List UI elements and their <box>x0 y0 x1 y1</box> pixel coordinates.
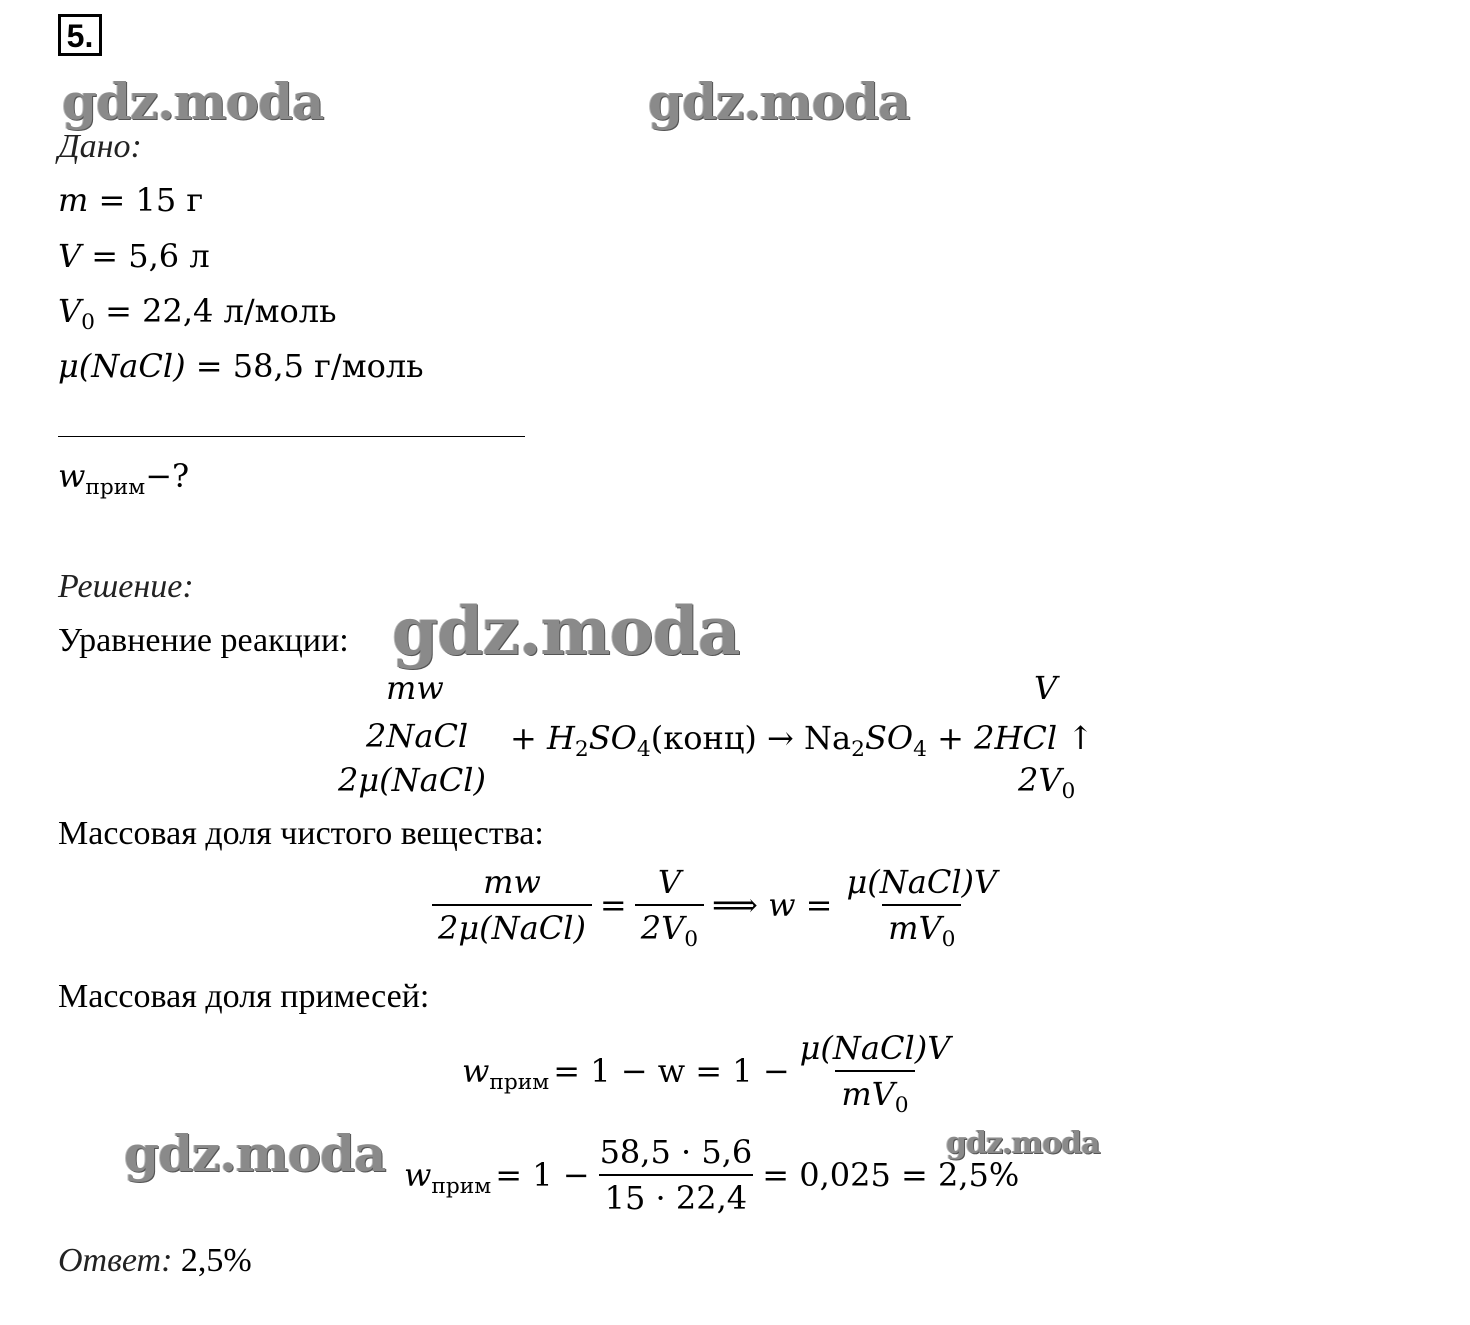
watermark-middle: gdz.moda <box>392 592 740 670</box>
given-title: Дано: <box>58 128 142 165</box>
given-molar-volume: $V_0 = 22,4$ л/моль <box>58 292 337 335</box>
reaction-below-right: $2V_0$ <box>1018 761 1076 804</box>
reaction-reactant: 2NaCl <box>366 717 469 755</box>
watermark-bottom-right: gdz.moda <box>946 1126 1100 1161</box>
find-line: $w_{прим}-$? <box>58 457 190 500</box>
calc-formula: $w_{прим}$ = 1 − $\frac{58,5 \cdot 5,6}{15 \cdot 22,4}$ = 0,025 = 2,5% <box>404 1133 1020 1217</box>
given-mass: m = 15 г <box>58 181 204 219</box>
given-divider <box>58 436 525 437</box>
reaction-above-right: V <box>1034 669 1058 707</box>
answer-label: Ответ: <box>58 1242 173 1279</box>
pure-fraction-2: $\frac{V}{2V_0}$ <box>635 866 704 944</box>
problem-number: 5. <box>58 14 102 56</box>
reaction-below-left: 2μ(NaCl) <box>338 761 486 799</box>
pure-formula: $\frac{mw}{\text{2μ(NaCl)}}$ = $\frac{V}{2V_0}$ ⟹ w = $\frac{\text{μ(NaCl)V}}{mV_0}$ <box>432 866 1003 944</box>
watermark-top-right: gdz.moda <box>648 72 910 131</box>
pure-fraction-1: $\frac{mw}{\text{2μ(NaCl)}}$ <box>432 866 592 944</box>
pure-label: Массовая доля чистого вещества: <box>58 815 544 852</box>
answer-line <box>58 1242 252 1280</box>
reaction-label: Уравнение реакции: <box>58 622 349 659</box>
pure-fraction-3: $\frac{\text{μ(NaCl)V}}{mV_0}$ <box>846 863 998 952</box>
calc-fraction: $\frac{58,5 \cdot 5,6}{15 \cdot 22,4}$ <box>599 1133 753 1217</box>
impurity-fraction: $\frac{\text{μ(NaCl)V}}{mV_0}$ <box>799 1029 951 1118</box>
given-volume: V = 5,6 л <box>58 237 210 275</box>
given-molar-mass: μ(NaCl) = 58,5 г/моль <box>58 347 424 385</box>
watermark-bottom-left: gdz.moda <box>124 1124 386 1183</box>
solution-title: Решение: <box>58 568 194 605</box>
impurity-formula: $w_{прим}$ = 1 − w = 1 − $\frac{\text{μ(NaCl)V}}{mV_0}$ <box>462 1032 956 1110</box>
answer-value: 2,5% <box>172 1242 252 1279</box>
reaction-equation: + $H_2SO_4(конц) \to Na_2SO_4 + 2HCl$ ↑ <box>510 719 1095 762</box>
watermark-top-left: gdz.moda <box>62 72 324 131</box>
reaction-above-left: mw <box>386 669 444 707</box>
impurity-label: Массовая доля примесей: <box>58 978 430 1015</box>
